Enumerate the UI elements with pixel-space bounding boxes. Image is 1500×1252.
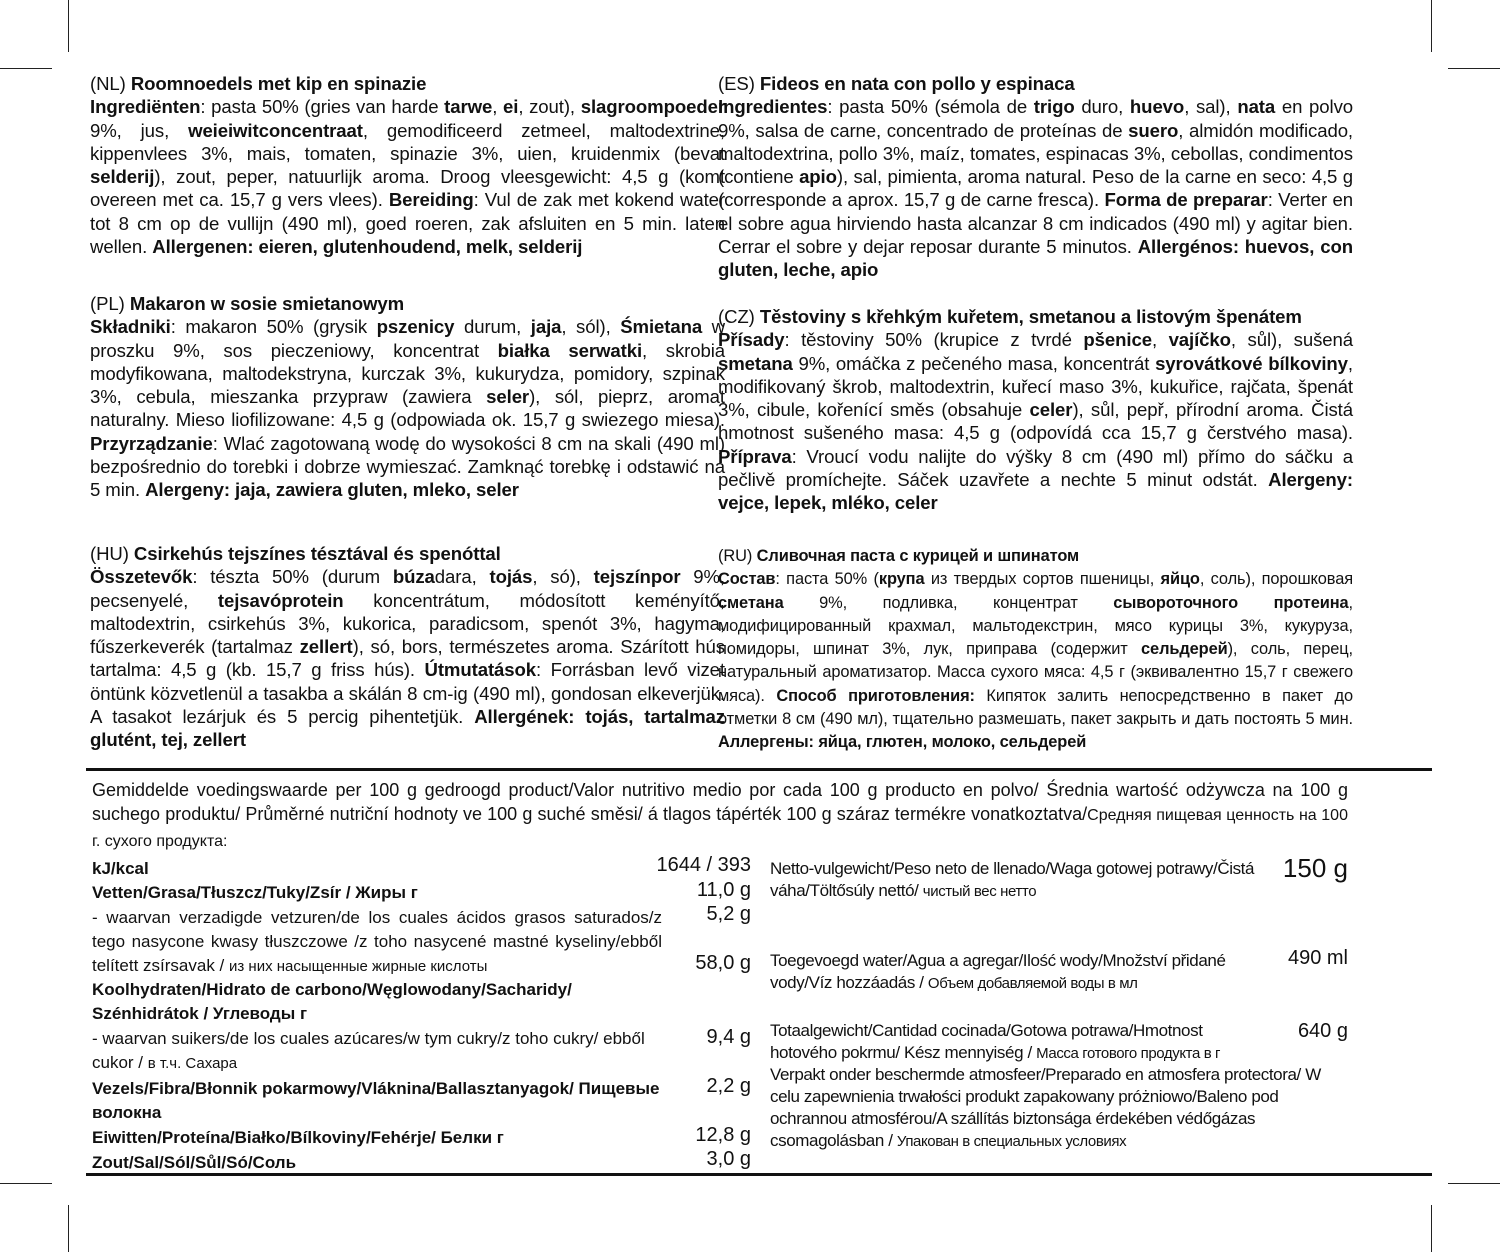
salt-label: Zout/Sal/Sól/Sůl/Só/Соль xyxy=(92,1153,297,1172)
total-weight-label: Totaalgewicht/Cantidad cocinada/Gotowa potrawa/Hmotnost hotového pokrmu/ Kész mennyiség / Масса готового продукта в г xyxy=(770,1021,1221,1062)
sugars-value: 9,4 g xyxy=(706,1026,751,1048)
section-title-es: (ES) Fideos en nata con pollo y espinaca xyxy=(718,73,1075,94)
section-nl: (NL) Roomnoedels met kip en spinazie Ingrediënten: pasta 50% (gries van harde tarwe, ei, zout), slagroompoeder 9%, jus, weieiwitconcentraat, gemodificeerd zetmeel, maltodextrine, kippenvlees 3%, mais, tomaten, spinazie 3%, uien, kruidenmix (bevat selderij), zout, peper, natuurlijk aroma. Droog vleesgewicht: 4,5 g (komt overeen met ca. 15,7 g vers vlees). Bereiding: Vul de zak met kokend water tot 8 cm op de vullijn (490 ml), goed roeren, zak afsluiten en 5 min. laten wellen. Allergenen: eieren, glutenhoudend, melk, selderij xyxy=(90,73,726,258)
divider-bottom xyxy=(86,1173,1432,1176)
section-title-hu: (HU) Csirkehús tejszínes tésztával és spenóttal xyxy=(90,543,501,564)
carbohydrate-label: Koolhydraten/Hidrato de carbono/Węglowodany/Sacharidy/ Szénhidrátok / Углеводы г xyxy=(92,980,572,1023)
fat-label: Vetten/Grasa/Tłuszcz/Tuky/Zsír / Жиры г xyxy=(92,883,418,902)
carbohydrate-value: 58,0 g xyxy=(695,952,751,974)
net-weight-value: 150 g xyxy=(1282,853,1348,883)
section-hu: (HU) Csirkehús tejszínes tésztával és spenóttal Összetevők: tészta 50% (durum búzadara, tojás, só), tejszínpor 9%, pecsenyelé, tejsavóprotein koncentrátum, módosított keményítő, maltodextrin, csirkehús 3%, kukorica, paradicsom, spenót 3%, hagyma, fűszerkeverék (tartalmaz zellert), só, bors, természetes aroma. Szárított hús tartalma: 4,5 g (kb. 15,7 g friss hús). Útmutatások: Forrásban levő vizet öntünk közvetlenül a tasakba a skálán 8 cm-ig (490 ml), gondosan elkeverjük. A tasakot lezárjuk és 5 percig pihentetjük. Allergének: tojás, tartalmaz glutént, tej, zellert xyxy=(90,543,726,751)
crop-mark xyxy=(1431,1205,1432,1252)
crop-mark xyxy=(1448,68,1500,69)
section-title-pl: (PL) Makaron w sosie smietanowym xyxy=(90,293,405,314)
protein-label: Eiwitten/Proteína/Białko/Bílkoviny/Fehérje/ Белки г xyxy=(92,1128,504,1147)
section-ru: (RU) Сливочная паста с курицей и шпинатом Состав: паста 50% (крупа из твердых сортов пшеницы, яйцо, соль), порошковая сметана 9%, подливка, концентрат сывороточного протеина, модифицированный крахмал, мальтодекстрин, мясо курицы 3%, кукуруза, помидоры, шпинат 3%, лук, приправа (содержит сельдерей), соль, перец, натуральный ароматизатор. Масса сухого мяса: 4,5 г (эквивалентно 15,7 г свежего мяса). Способ приготовления: Кипяток залить непосредственно в пакет до отметки 8 см (490 мл), тщательно размешать, пакет закрыть и дать постоять 5 мин. Аллергены: яйца, глютен, молоко, сельдерей xyxy=(718,547,1353,752)
saturates-value: 5,2 g xyxy=(706,903,751,925)
nutrition-heading: Gemiddelde voedingswaarde per 100 g gedroogd product/Valor nutritivo medio por cada 100 g producto en polvo/ Średnia wartość odżywcza na 100 g suchego produktu/ Průměrné nutriční hodnoty ve 100 g suché směsi/ á tlagos tápérték 100 g száraz termékre vonatkoztatva/Средняя пищевая ценность на 100 г. сухого продукта: xyxy=(92,780,1348,850)
saturates-label: - waarvan verzadigde vetzuren/de los cuales ácidos grasos saturados/z tego nasycone kwasy tłuszczowe /z toho nasycené mastné kyseliny/ebből telített zsírsavak / из них насыщенные жирные кислоты xyxy=(92,908,662,975)
protein-value: 12,8 g xyxy=(695,1124,751,1146)
total-weight-value: 640 g xyxy=(1297,1020,1348,1042)
section-title-nl: (NL) Roomnoedels met kip en spinazie xyxy=(90,73,427,94)
crop-mark xyxy=(1448,1183,1500,1184)
crop-mark xyxy=(68,1205,69,1252)
crop-mark xyxy=(0,68,52,69)
added-water-value: 490 ml xyxy=(1287,947,1348,969)
fibre-label: Vezels/Fibra/Błonnik pokarmowy/Vláknina/Ballasztanyagok/ Пищевые волокна xyxy=(92,1079,660,1122)
salt-value: 3,0 g xyxy=(706,1148,751,1170)
crop-mark xyxy=(0,1183,52,1184)
sugars-label: - waarvan suikers/de los cuales azúcares/w tym cukry/z toho cukry/ ebből cukor / в т.ч. Сахара xyxy=(92,1029,645,1072)
section-cz: (CZ) Těstoviny s křehkým kuřetem, smetanou a listovým špenátem Přísady: těstoviny 50% (krupice z tvrdé pšenice, vajíčko, sůl), sušená smetana 9%, omáčka z pečeného masa, koncentrát syrovátkové bílkoviny, modifikovaný škrob, maltodextrin, kuřecí maso 3%, kukuřice, rajčata, špenát 3%, cibule, kořenící směs (obsahuje celer), sůl, pepř, přírodní aroma. Čistá hmotnost sušeného masa: 4,5 g (odpovídá cca 15,7 g čerstvého masa). Příprava: Vroucí vodu nalijte do výšky 8 cm (490 ml) přímo do sáčku a pečlivě promíchejte. Sáček uzavřete a nechte 5 minut odstát. Alergeny: vejce, lepek, mléko, celer xyxy=(718,306,1354,514)
added-water-label: Toegevoegd water/Agua a agregar/Ilość wody/Množství přidané vody/Víz hozzáadás / Объем добавляемой воды в мл xyxy=(770,951,1226,992)
crop-mark xyxy=(1431,0,1432,52)
net-weight-label: Netto-vulgewicht/Peso neto de llenado/Waga gotowej potrawy/Čistá váha/Töltősúly nettó/ чистый вес нетто xyxy=(770,859,1255,900)
divider-top xyxy=(86,768,1432,771)
section-title-cz: (CZ) Těstoviny s křehkým kuřetem, smetanou a listovým špenátem xyxy=(718,306,1302,327)
energy-value: 1644 / 393 xyxy=(656,854,751,876)
fibre-value: 2,2 g xyxy=(706,1075,751,1097)
packaging-label: Verpakt onder beschermde atmosfeer/Preparado en atmosfera protectora/ W celu zapewnienia trwałości produkt zapakowany próżniowo/Baleno pod ochrannou atmosférou/A szállítás biztonsága érdekében védőgázas csomagolásban / Упакован в специальных условиях xyxy=(770,1065,1321,1150)
section-es: (ES) Fideos en nata con pollo y espinaca Ingredientes: pasta 50% (sémola de trigo duro, huevo, sal), nata en polvo 9%, salsa de carne, concentrado de proteínas de suero, almidón modificado, maltodextrina, pollo 3%, maíz, tomates, espinacas 3%, cebollas, condimentos (contiene apio), sal, pimienta, aroma natural. Peso de la carne en seco: 4,5 g (corresponde a aprox. 15,7 g de carne fresca). Forma de preparar: Verter en el sobre agua hirviendo hasta alcanzar 8 cm indicados (490 ml) y agitar bien. Cerrar el sobre y dejar reposar durante 5 minutos. Allergénos: huevos, con gluten, leche, apio xyxy=(718,73,1354,281)
fat-value: 11,0 g xyxy=(696,879,751,901)
section-title-ru: (RU) Сливочная паста с курицей и шпинатом xyxy=(718,547,1080,565)
section-pl: (PL) Makaron w sosie smietanowym Składniki: makaron 50% (grysik pszenicy durum, jaja, sól), Śmietana w proszku 9%, sos pieczeniowy, koncentrat białka serwatki, skrobia modyfikowana, maltodekstryna, kurczak 3%, kukurydza, pomidory, szpinak 3%, cebula, mieszanka przypraw (zawiera seler), sól, pieprz, aromat naturalny. Mieso liofilizowane: 4,5 g (odpowiada ok. 15,7 g swiezego miesa). Przyrządzanie: Wlać zagotowaną wodę do wysokości 8 cm na skali (490 ml) bezpośrednio do torebki i dobrze wymieszać. Zamknąć torebkę i odstawić na 5 min. Alergeny: jaja, zawiera gluten, mleko, seler xyxy=(90,293,725,501)
energy-label: kJ/kcal xyxy=(92,859,149,878)
crop-mark xyxy=(68,0,69,52)
